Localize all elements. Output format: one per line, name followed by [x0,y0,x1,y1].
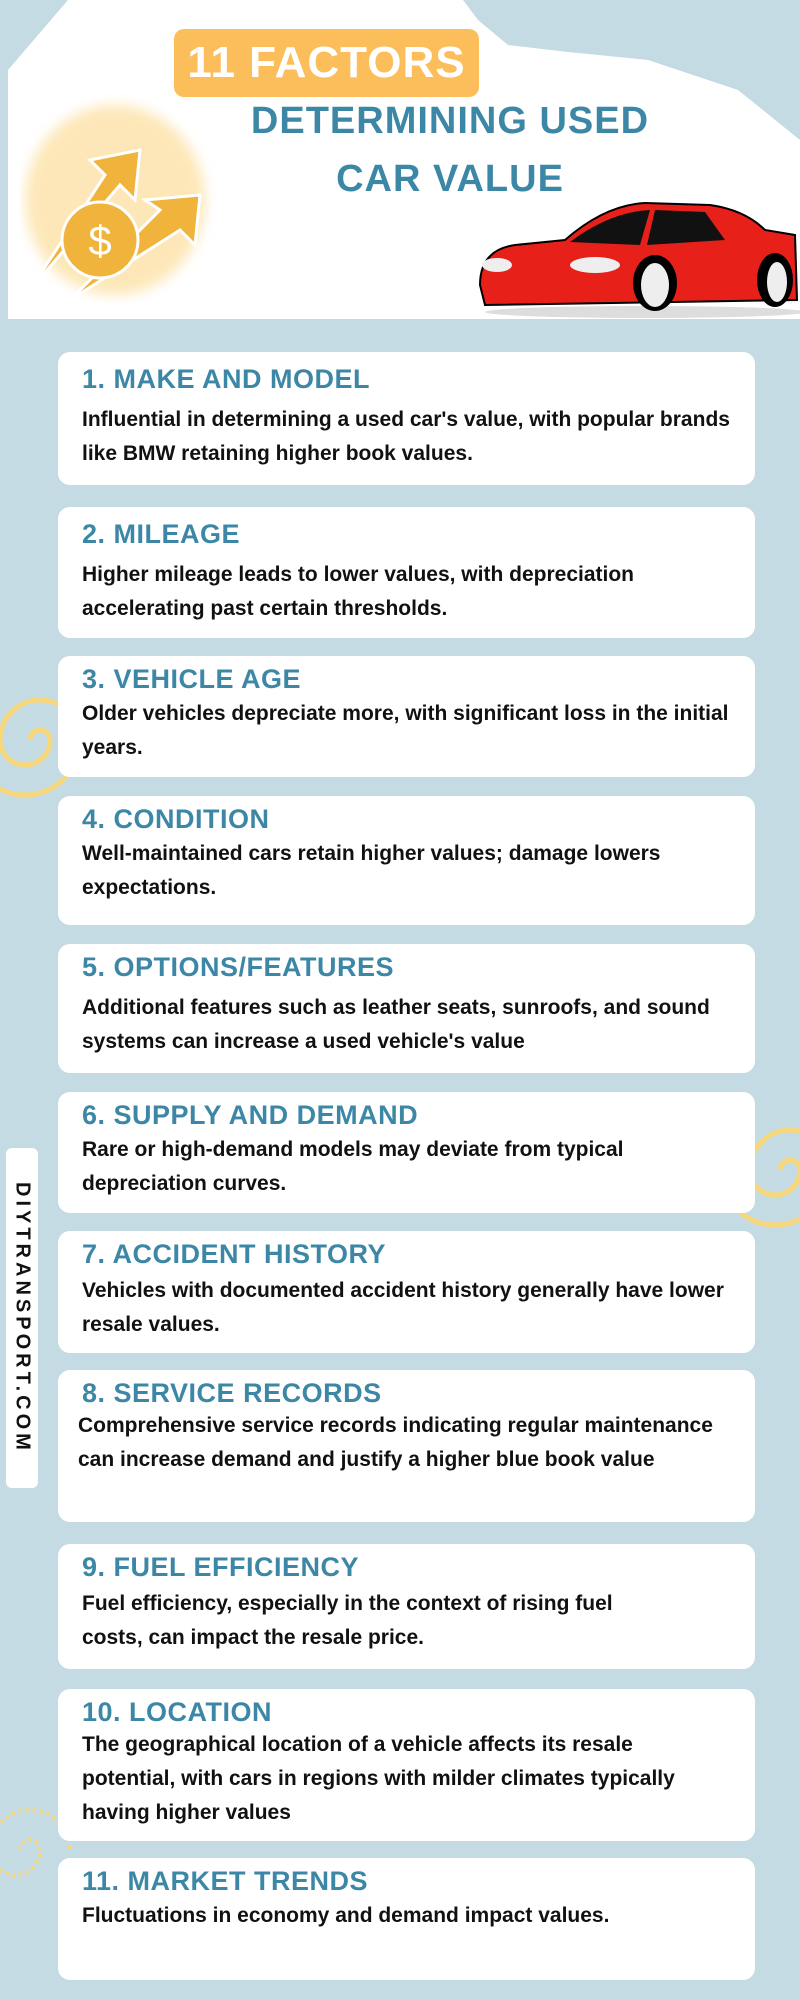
factor-card [58,1858,755,1980]
factor-title: 1. MAKE AND MODEL [82,364,371,394]
factor-card [58,1689,755,1841]
factor-title: 9. FUEL EFFICIENCY [82,1552,360,1582]
factor-title: 10. LOCATION [82,1697,273,1727]
site-watermark-label [6,1148,38,1488]
factor-title: 2. MILEAGE [82,519,241,549]
factor-card [58,1092,755,1213]
factor-title: 3. VEHICLE AGE [82,664,302,694]
factor-title: 8. SERVICE RECORDS [82,1378,382,1408]
page-title-line2: CAR VALUE [336,158,564,200]
factor-text: Fluctuations in economy and demand impact values. [82,1904,610,1927]
factor-card [58,352,755,485]
factor-text: Well-maintained cars retain higher values; damage lowers expectations. [82,842,661,899]
factor-text: Vehicles with documented accident history generally have lower resale values. [82,1279,724,1336]
factor-title: 4. CONDITION [82,804,270,834]
red-car-icon [475,200,800,320]
factor-text: Rare or high-demand models may deviate from typical depreciation curves. [82,1138,624,1195]
factor-count-badge: 11 FACTORS [174,29,479,97]
factor-text: Influential in determining a used car's value, with popular brands like BMW retaining higher book values. [82,408,730,465]
factor-title: 5. OPTIONS/FEATURES [82,952,395,982]
factor-card [58,1370,755,1522]
factor-card [58,1231,755,1353]
factor-text: Fuel efficiency, especially in the context of rising fuel costs, can impact the resale price. [82,1592,613,1649]
factor-text: Additional features such as leather seats, sunroofs, and sound systems can increase a used vehicle's value [82,996,710,1053]
svg-text:$: $ [88,217,112,264]
factor-title: 7. ACCIDENT HISTORY [82,1239,387,1269]
factor-text: Older vehicles depreciate more, with significant loss in the initial years. [82,702,729,759]
factor-card [58,1544,755,1669]
factor-card [58,507,755,638]
factor-title: 6. SUPPLY AND DEMAND [82,1100,419,1130]
factor-text: Comprehensive service records indicating regular maintenance can increase demand and justify a higher blue book value [78,1414,713,1471]
factor-title: 11. MARKET TRENDS [82,1866,369,1896]
factor-card [58,944,755,1073]
factor-text: The geographical location of a vehicle affects its resale potential, with cars in regions with milder climates typically having higher values [82,1733,675,1824]
factor-card [58,796,755,925]
rising-money-arrows-icon [20,90,230,310]
factor-card [58,656,755,777]
site-name: DIYTRANSPORT.COM [11,1182,34,1454]
factor-text: Higher mileage leads to lower values, with depreciation accelerating past certain thresholds. [82,563,634,620]
page-title-line1: DETERMINING USED [250,100,650,142]
